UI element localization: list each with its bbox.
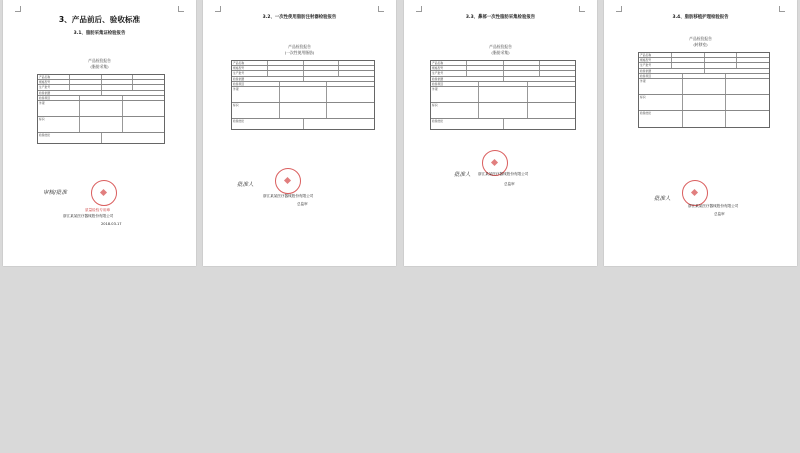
subsection-title: 3.1、脂肪采集证检验报告	[73, 31, 126, 36]
signature: 审核/批准	[43, 190, 67, 196]
subsection-title: 3.4、脂肪移植护理检验报告	[672, 15, 729, 20]
report-subtitle: (脂肪采集)	[90, 64, 109, 69]
table-cell: 检验依据	[38, 91, 102, 95]
table-cell: 检验依据	[232, 77, 304, 81]
date-label: 总监审	[504, 182, 515, 186]
report-title: 产品检验报告	[489, 44, 512, 49]
table-cell: 生产批号	[431, 71, 467, 75]
table-cell: 检验结论	[639, 111, 683, 127]
report-subtitle: (转移室)	[693, 42, 708, 47]
document-page-3	[404, 0, 597, 266]
seal-label: 质量检验专用章	[85, 208, 111, 212]
table-cell: 标识	[232, 103, 280, 118]
page-corner-mark	[416, 6, 422, 12]
page-corner-mark	[579, 6, 585, 12]
table-cell: 规格型号	[232, 66, 268, 70]
table-cell: 规格型号	[431, 66, 467, 70]
company-name: 浙江某某医疗器械股份有限公司	[63, 214, 114, 218]
table-cell: 检验依据	[639, 69, 705, 73]
report-subtitle: (一次性使用脂肪)	[284, 50, 315, 55]
table-cell: 产品名称	[639, 53, 672, 57]
page-corner-mark	[178, 6, 184, 12]
report-subtitle: (脂肪采集)	[491, 50, 510, 55]
table-cell: 生产批号	[232, 71, 268, 75]
inspection-table	[231, 60, 375, 130]
table-cell: 规格型号	[639, 58, 672, 62]
table-cell: 生产批号	[639, 63, 672, 67]
subsection-title: 3.3、鼻部一次性脂肪采集检验报告	[465, 15, 536, 20]
table-cell: 标识	[431, 103, 479, 118]
company-seal	[275, 168, 301, 194]
page-corner-mark	[15, 6, 21, 12]
table-cell: 外观	[639, 79, 683, 94]
table-cell: 外观	[38, 101, 80, 116]
table-cell: 产品名称	[431, 61, 467, 65]
report-date: 2018.03.17	[101, 222, 122, 226]
company-name: 浙江某某医疗器械股份有限公司	[263, 194, 314, 198]
table-cell: 检验结论	[38, 133, 102, 143]
table-cell: 外观	[431, 87, 479, 102]
table-cell: 标识	[639, 95, 683, 110]
inspection-table	[37, 74, 165, 144]
page-corner-mark	[378, 6, 384, 12]
page-corner-mark	[616, 6, 622, 12]
table-cell: 标识	[38, 117, 80, 132]
signature: 批准人	[454, 172, 471, 178]
page-corner-mark	[779, 6, 785, 12]
company-name: 浙江某某医疗器械股份有限公司	[478, 172, 529, 176]
table-cell: 检验项目	[431, 82, 479, 86]
company-seal	[682, 180, 708, 206]
table-cell: 检验结论	[431, 119, 504, 129]
table-cell: 检验项目	[232, 82, 280, 86]
subsection-title: 3.2、一次性使用脂肪注射器检验报告	[262, 15, 337, 20]
page-corner-mark	[215, 6, 221, 12]
document-page-2	[203, 0, 396, 266]
table-cell: 规格型号	[38, 80, 70, 84]
company-name: 浙江某某医疗器械股份有限公司	[688, 204, 739, 208]
table-cell: 外观	[232, 87, 280, 102]
document-page-4	[604, 0, 797, 266]
report-title: 产品检验报告	[88, 58, 111, 63]
date-label: 总监审	[714, 212, 725, 216]
report-title: 产品检验报告	[288, 44, 311, 49]
signature: 批准人	[654, 196, 671, 202]
section-title: 3、产品前后、验收标准	[58, 15, 141, 24]
table-cell: 检验项目	[38, 96, 80, 100]
inspection-table	[430, 60, 576, 130]
table-cell: 检验项目	[639, 74, 683, 78]
inspection-table	[638, 52, 770, 128]
table-cell: 检验结论	[232, 119, 304, 129]
table-cell: 检验依据	[431, 77, 504, 81]
date-label: 总监审	[297, 202, 308, 206]
document-page-1	[3, 0, 196, 266]
company-seal	[91, 180, 117, 206]
report-title: 产品检验报告	[689, 36, 712, 41]
table-cell: 产品名称	[232, 61, 268, 65]
signature: 批准人	[237, 182, 254, 188]
table-cell: 生产批号	[38, 85, 70, 89]
table-cell: 产品名称	[38, 75, 70, 79]
